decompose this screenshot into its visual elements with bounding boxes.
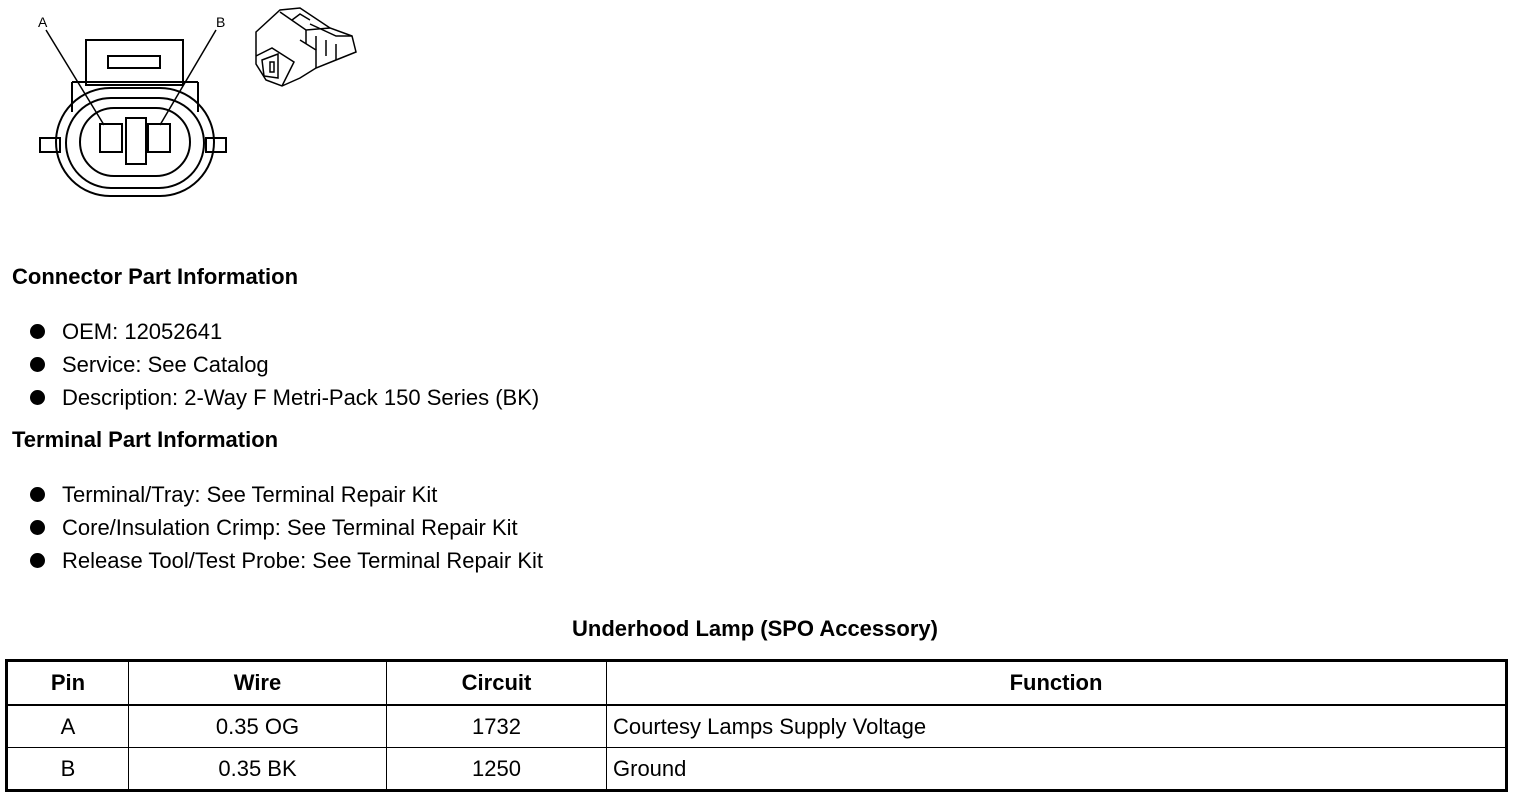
- connector-3d-sketch: [256, 8, 356, 86]
- table-title: Underhood Lamp (SPO Accessory): [572, 616, 938, 641]
- pin-label-a: A: [38, 14, 48, 30]
- terminal-info-list: [30, 478, 543, 577]
- bullet-icon: [30, 324, 45, 339]
- bullet-icon: [30, 487, 45, 502]
- header-pin: Pin: [7, 661, 129, 706]
- terminal-info-heading: Terminal Part Information: [12, 427, 279, 452]
- cell-wire: 0.35 OG: [129, 705, 387, 748]
- connector-info-list: [30, 315, 539, 414]
- cell-function: Ground: [607, 748, 1507, 791]
- pin-table: [5, 659, 1508, 792]
- cell-circuit: 1250: [387, 748, 607, 791]
- header-wire: Wire: [129, 661, 387, 706]
- connector-face-view: [40, 30, 226, 196]
- header-function: Function: [607, 661, 1507, 706]
- cell-pin: B: [7, 748, 129, 791]
- connector-diagram: [0, 0, 380, 215]
- cell-pin: A: [7, 705, 129, 748]
- table-row: [7, 705, 1507, 748]
- pin-cavity-a: [100, 124, 122, 152]
- list-item: OEM: 12052641: [30, 315, 539, 348]
- cell-circuit: 1732: [387, 705, 607, 748]
- pin-cavity-b: [148, 124, 170, 152]
- table-header-row: [7, 661, 1507, 706]
- list-item: Core/Insulation Crimp: See Terminal Repair Kit: [30, 511, 543, 544]
- cell-wire: 0.35 BK: [129, 748, 387, 791]
- cell-function: Courtesy Lamps Supply Voltage: [607, 705, 1507, 748]
- table-row: [7, 748, 1507, 791]
- pin-label-b: B: [216, 14, 226, 30]
- bullet-icon: [30, 390, 45, 405]
- bullet-icon: [30, 357, 45, 372]
- list-item: Description: 2-Way F Metri-Pack 150 Series (BK): [30, 381, 539, 414]
- list-item: Service: See Catalog: [30, 348, 539, 381]
- list-item: Terminal/Tray: See Terminal Repair Kit: [30, 478, 543, 511]
- list-item: Release Tool/Test Probe: See Terminal Repair Kit: [30, 544, 543, 577]
- bullet-icon: [30, 553, 45, 568]
- connector-info-heading: Connector Part Information: [12, 264, 299, 289]
- header-circuit: Circuit: [387, 661, 607, 706]
- bullet-icon: [30, 520, 45, 535]
